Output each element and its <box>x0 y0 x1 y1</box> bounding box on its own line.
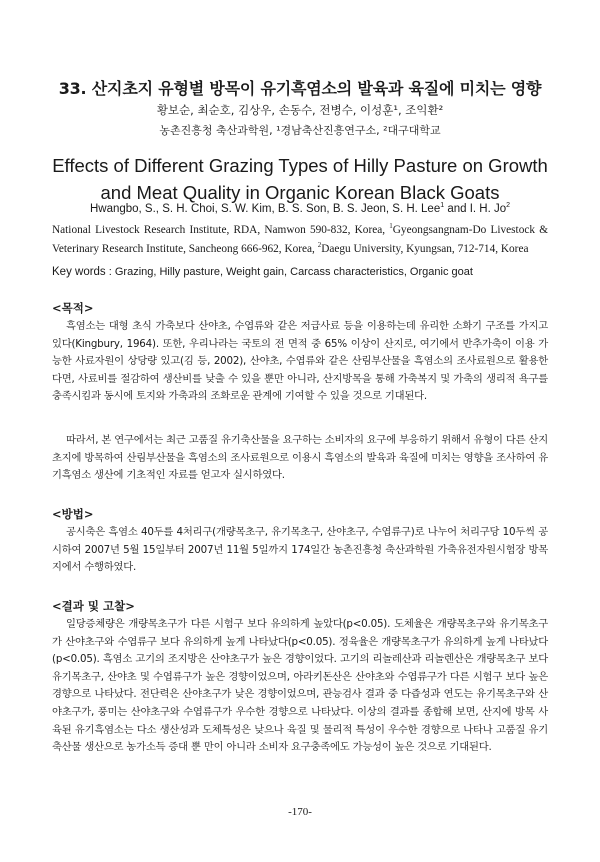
results-heading: <결과 및 고찰> <box>52 599 135 613</box>
english-authors-main: Hwangbo, S., S. H. Choi, S. W. Kim, B. S. Son, B. S. Jeon, S. H. Lee <box>89 203 441 215</box>
method-paragraph: 공시축은 흑염소 40두를 4처리구(개량목초구, 유기목초구, 산야초구, 수엽류구)로 나누어 처리구당 10두씩 공시하여 2007년 5월 15일부터 2007년 11월 5일까지 174일간 농촌진흥청 축산과학원 가축유전자원시험장 방목지에서 수행하였다. <box>52 526 548 574</box>
purpose-heading: <목적> <box>52 301 94 315</box>
results-paragraph: 일당증체량은 개량목초구가 다른 시험구 보다 유의하게 높았다(p<0.05). 도체율은 개량목초구와 유기목초구가 산야초구와 수엽류구 보다 유의하게 높게 나타났다(p<0.05). 정육율은 개량목초구가 유의하게 높게 나타났다(p<0.05). 흑염소 고기의 조지방은 산야초구가 높은 경향이었다. 고기의 리놀레산과 리놀렌산은 개량목초구 보다 유기목초구, 산야초 및 수엽류구가 높은 경향이었으며, 아라키돈산은 산야초와 수엽류구가 다른 시험구 보다 높은 경향으로 나타났다. 전단력은 산야초구가 낮은 경향이었으며, 관능검사 결과 중 다즙성과 연도는 유기목초구와 산야초구가, 풍미는 산야초구와 수엽류구가 우수한 경향으로 나타났다. 이상의 결과를 종합해 보면, 산지에 방목 사육된 유기흑염소는 다소 생산성과 도체특성은 낮으나 육질 및 물리적 특성이 우수한 경향으로 나타나 고품질 유기축산물 생산으로 농가소득 증대 뿐 만이 아니라 소비자 요구충족에도 가능성이 높은 것으로 기대된다. <box>52 618 548 754</box>
keywords-label: Key words <box>52 266 106 278</box>
korean-title: 33. 산지초지 유형별 방목이 유기흑염소의 발육과 육질에 미치는 영향 <box>58 79 542 98</box>
affiliation-superscript-1: 1 <box>389 222 393 231</box>
english-affiliation <box>52 221 548 259</box>
korean-authors: 황보순, 최순호, 김상우, 손동수, 전병수, 이성훈¹, 조익환² <box>156 103 444 117</box>
purpose-paragraph-2: 따라서, 본 연구에서는 최근 고품질 유기축산물을 요구하는 소비자의 요구에 부응하기 위해서 유형이 다른 산지초지에 방목하여 산림부산물을 흑염소의 조사료원으로 이용시 흑염소의 발육과 육질에 미치는 영향을 조사하여 유기흑염소 생산에 기초적인 자료를 얻고자 실시하였다. <box>52 434 548 482</box>
keywords-text: : Grazing, Hilly pasture, Weight gain, Carcass characteristics, Organic goat <box>105 266 473 278</box>
author-superscript-2: 2 <box>506 202 511 210</box>
affiliation-part-b: Gyeongsangnam-Do Livestock & Veterinary Research Institute, Sancheong 666-962, Korea, <box>52 224 548 255</box>
affiliation-superscript-2: 2 <box>317 241 322 250</box>
purpose-paragraph-1: 흑염소는 대형 초식 가축보다 산야초, 수엽류와 같은 저급사료 등을 이용하는데 유리한 소화기 구조를 가지고 있다(Kingbury, 1964). 또한, 우리나라는 국토의 전 면적 중 65% 이상이 산지로, 여기에서 반추가축이 이용 가능한 사료자원이 상당량 있고(김 등, 2002), 산야초, 수엽류와 같은 산림부산물을 흑염소의 조사료원으로 활용한다면, 사료비를 절감하여 생산비를 낮출 수 있을 뿐만 아니라, 산지방목을 통해 가축복지 및 가축의 생리적 욕구를 충족시킴과 동시에 토지와 가축과의 조화로운 관계에 기여할 수 있을 것으로 기대된다. <box>52 320 548 403</box>
english-title: Effects of Different Grazing Types of Hilly Pasture on Growth and Meat Quality in Organic Korean Black Goats <box>52 155 548 203</box>
english-authors <box>40 203 560 215</box>
method-heading: <방법> <box>52 507 94 521</box>
korean-affiliation: 농촌진흥청 축산과학원, ¹경남축산진흥연구소, ²대구대학교 <box>159 124 441 137</box>
affiliation-part-c: Daegu University, Kyungsan, 712-714, Korea <box>321 243 529 255</box>
author-superscript-1: 1 <box>440 202 445 210</box>
english-authors-and: and I. H. Jo <box>444 203 507 215</box>
affiliation-part-a: National Livestock Research Institute, RDA, Namwon 590-832, Korea, <box>52 224 390 236</box>
keywords-line <box>52 266 548 278</box>
page-number: -170- <box>288 806 312 818</box>
